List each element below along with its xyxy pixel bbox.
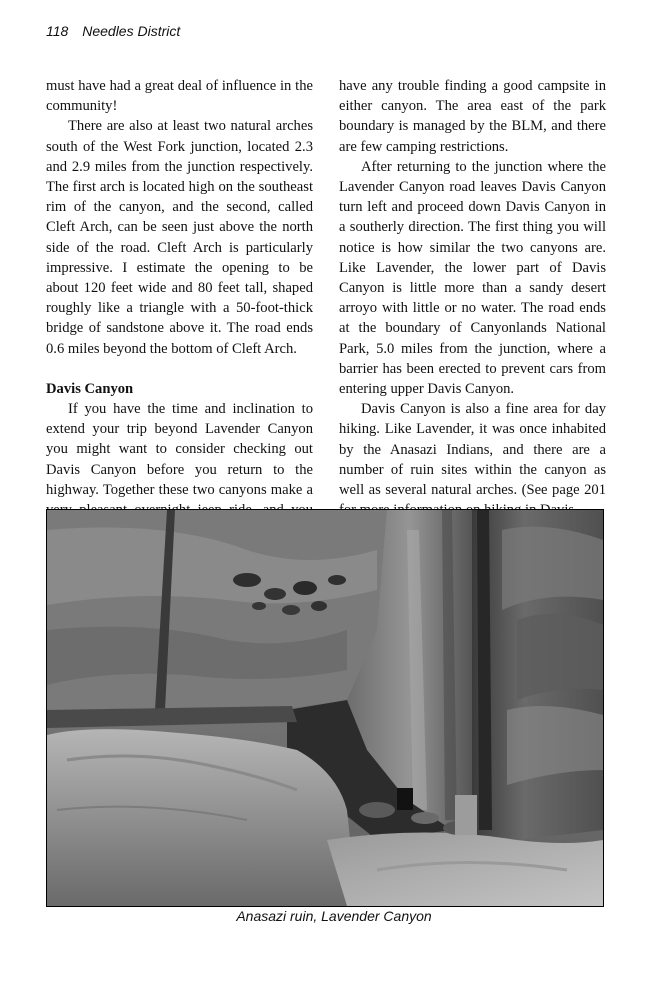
paragraph: There are also at least two natural arches south of the West Fork junction, located 2.3 and 2.9 miles from the junction respectively. The first arch is located high on the southeast rim of the canyon, and the second, called Cleft Arch, can be seen just above the north side of the road. Cleft Arch is particularly impressive. I estimate the opening to be about 120 feet wide and 80 feet tall, shaped roughly like a triangle with a 50-foot-thick bridge of sandstone above it. The road ends 0.6 miles beyond the bottom of Cleft Arch.: [46, 118, 313, 357]
page-number: 118: [46, 23, 69, 39]
paragraph: have any trouble finding a good campsite in either canyon. The area east of the park boundary is managed by the BLM, and there are few camping restrictions.: [339, 78, 606, 155]
paragraph: Davis Canyon is also a fine area for day hiking. Like Lavender, it was once inhabited by the Anasazi Indians, and there are a number of ruin sites within the canyon as well as several natural arches. (See page 201: [339, 401, 606, 499]
right-column: [339, 76, 606, 520]
section-title: Needles District: [82, 23, 181, 39]
paragraph: After returning to the junction where the Lavender Canyon road leaves Davis Canyon turn left and proceed down Davis Canyon in a southerly direction. The first thing you will notice is how similar the two canyons are. Like Lavender, the lower part of Davis Canyon is little more than a sandy desert arroyo with little or no water. The road ends at the boundary of Canyonlands National Park, 5.0 miles from the junction, where a barrier has been erected to prevent cars from entering upper Davis Canyon.: [339, 158, 606, 398]
figure-caption: Anasazi ruin, Lavender Canyon: [236, 908, 432, 924]
running-head: [46, 23, 180, 39]
paragraph: If you have the time and inclination to extend your trip beyond Lavender Canyon you might want to consider checking out Davis Canyon before you return to the highway. Together these two canyons make a: [46, 401, 313, 498]
photograph-anasazi-ruin: [46, 509, 604, 907]
photo-illustration: [47, 510, 603, 906]
left-column: [46, 76, 313, 540]
paragraph: must have had a great deal of influence in the community!: [46, 78, 313, 115]
section-heading: Davis Canyon: [46, 380, 134, 397]
